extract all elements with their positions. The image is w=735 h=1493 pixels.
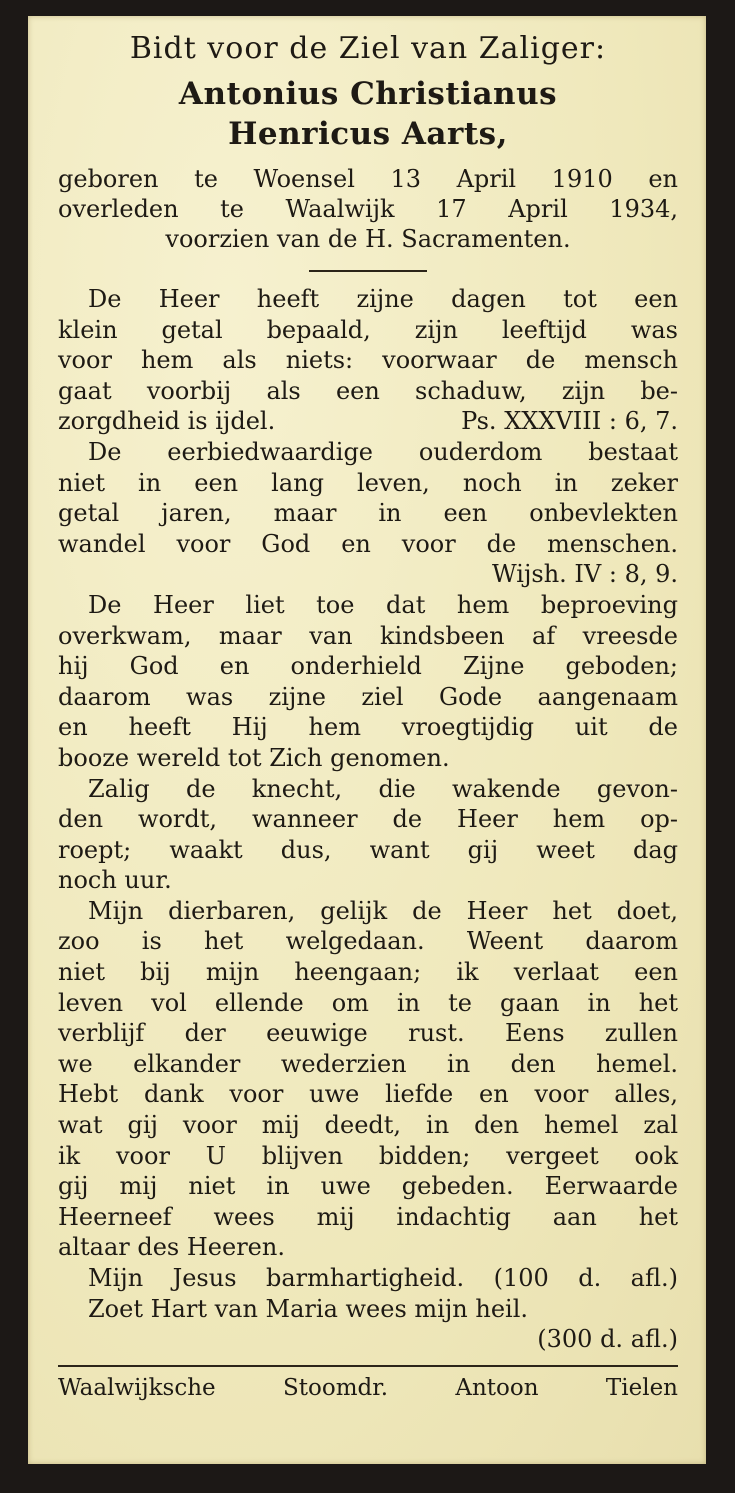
text-line: leven vol ellende om in te gaan in het: [58, 988, 678, 1017]
text-line: niet bij mijn heengaan; ik verlaat een: [58, 958, 678, 987]
text-line: klein getal bepaald, zijn leeftijd was: [58, 315, 678, 344]
deceased-name-line-1: Antonius Christianus: [178, 76, 558, 112]
card-content: [58, 30, 678, 1403]
text-line: verblijf der eeuwige rust. Eens zullen: [58, 1019, 678, 1048]
text-line: voor hem als niets: voorwaar de mensch: [58, 346, 678, 375]
sacraments-line: voorzien van de H. Sacramenten.: [165, 225, 571, 253]
text-line: De Heer liet toe dat hem beproeving: [88, 590, 678, 619]
birth-death-details: [58, 164, 678, 254]
text-line: ik voor U blijven bidden; vergeet ook: [58, 1141, 678, 1170]
birth-line: geboren te Woensel 13 April 1910 en: [58, 165, 678, 193]
text-line: Heerneef wees mij indachtig aan het: [58, 1202, 678, 1231]
text-line: Zalig de knecht, die wakende gevon-: [88, 774, 678, 803]
text-line: gij mij niet in uwe gebeden. Eerwaarde: [58, 1172, 678, 1201]
indulgence-line: Zoet Hart van Maria wees mijn heil.: [88, 1294, 529, 1323]
wisdom-reference: Wijsh. IV : 8, 9.: [492, 560, 678, 589]
memorial-card: [28, 16, 706, 1464]
text-line: gaat voorbij als een schaduw, zijn be-: [58, 376, 678, 405]
printer-credit: Waalwijksche Stoomdr. Antoon Tielen: [58, 1374, 678, 1401]
death-line: overleden te Waalwijk 17 April 1934,: [58, 195, 678, 223]
text-line: De eerbiedwaardige ouderdom bestaat: [88, 437, 678, 466]
text-line: we elkander wederzien in den hemel.: [58, 1049, 678, 1078]
text-line: getal jaren, maar in een onbevlekten: [58, 499, 678, 528]
text-line: overkwam, maar van kindsbeen af vreesde: [58, 621, 678, 650]
text-line: roept; waakt dus, want gij weet dag: [58, 835, 678, 864]
text-line: Hebt dank voor uwe liefde en voor alles,: [58, 1080, 678, 1109]
text-line: niet in een lang leven, noch in zeker: [58, 468, 678, 497]
text-line: [58, 406, 678, 437]
psalm-reference: Ps. XXXVIII : 6, 7.: [461, 407, 678, 436]
indulgence-line: Mijn Jesus barmhartigheid. (100 d. afl.): [88, 1264, 678, 1292]
indulgence-days: (300 d. afl.): [537, 1325, 678, 1354]
text-line: noch uur.: [58, 866, 172, 895]
text-line: hij God en onderhield Zijne geboden;: [58, 652, 678, 681]
text-line: den wordt, wanneer de Heer hem op-: [58, 805, 678, 834]
deceased-name-line-2: Henricus Aarts,: [228, 116, 508, 152]
text-line: De Heer heeft zijne dagen tot een: [88, 285, 678, 313]
text-line: zoo is het welgedaan. Weent daarom: [58, 927, 678, 956]
text-line: Mijn dierbaren, gelijk de Heer het doet,: [88, 896, 678, 925]
text-line: en heeft Hij hem vroegtijdig uit de: [58, 713, 678, 742]
prayer-text: [58, 284, 678, 1355]
text-line: wat gij voor mij deedt, in den hemel zal: [58, 1111, 678, 1140]
short-divider: [309, 270, 427, 272]
text-line-part: zorgdheid is ijdel.: [58, 407, 276, 436]
card-header: Bidt voor de Ziel van Zaliger:: [129, 31, 607, 66]
text-line: wandel voor God en voor de menschen.: [58, 529, 678, 558]
text-line: daarom was zijne ziel Gode aangenaam: [58, 682, 678, 711]
bottom-divider: [58, 1365, 678, 1367]
text-line: altaar des Heeren.: [58, 1233, 285, 1262]
text-line: booze wereld tot Zich genomen.: [58, 743, 450, 772]
